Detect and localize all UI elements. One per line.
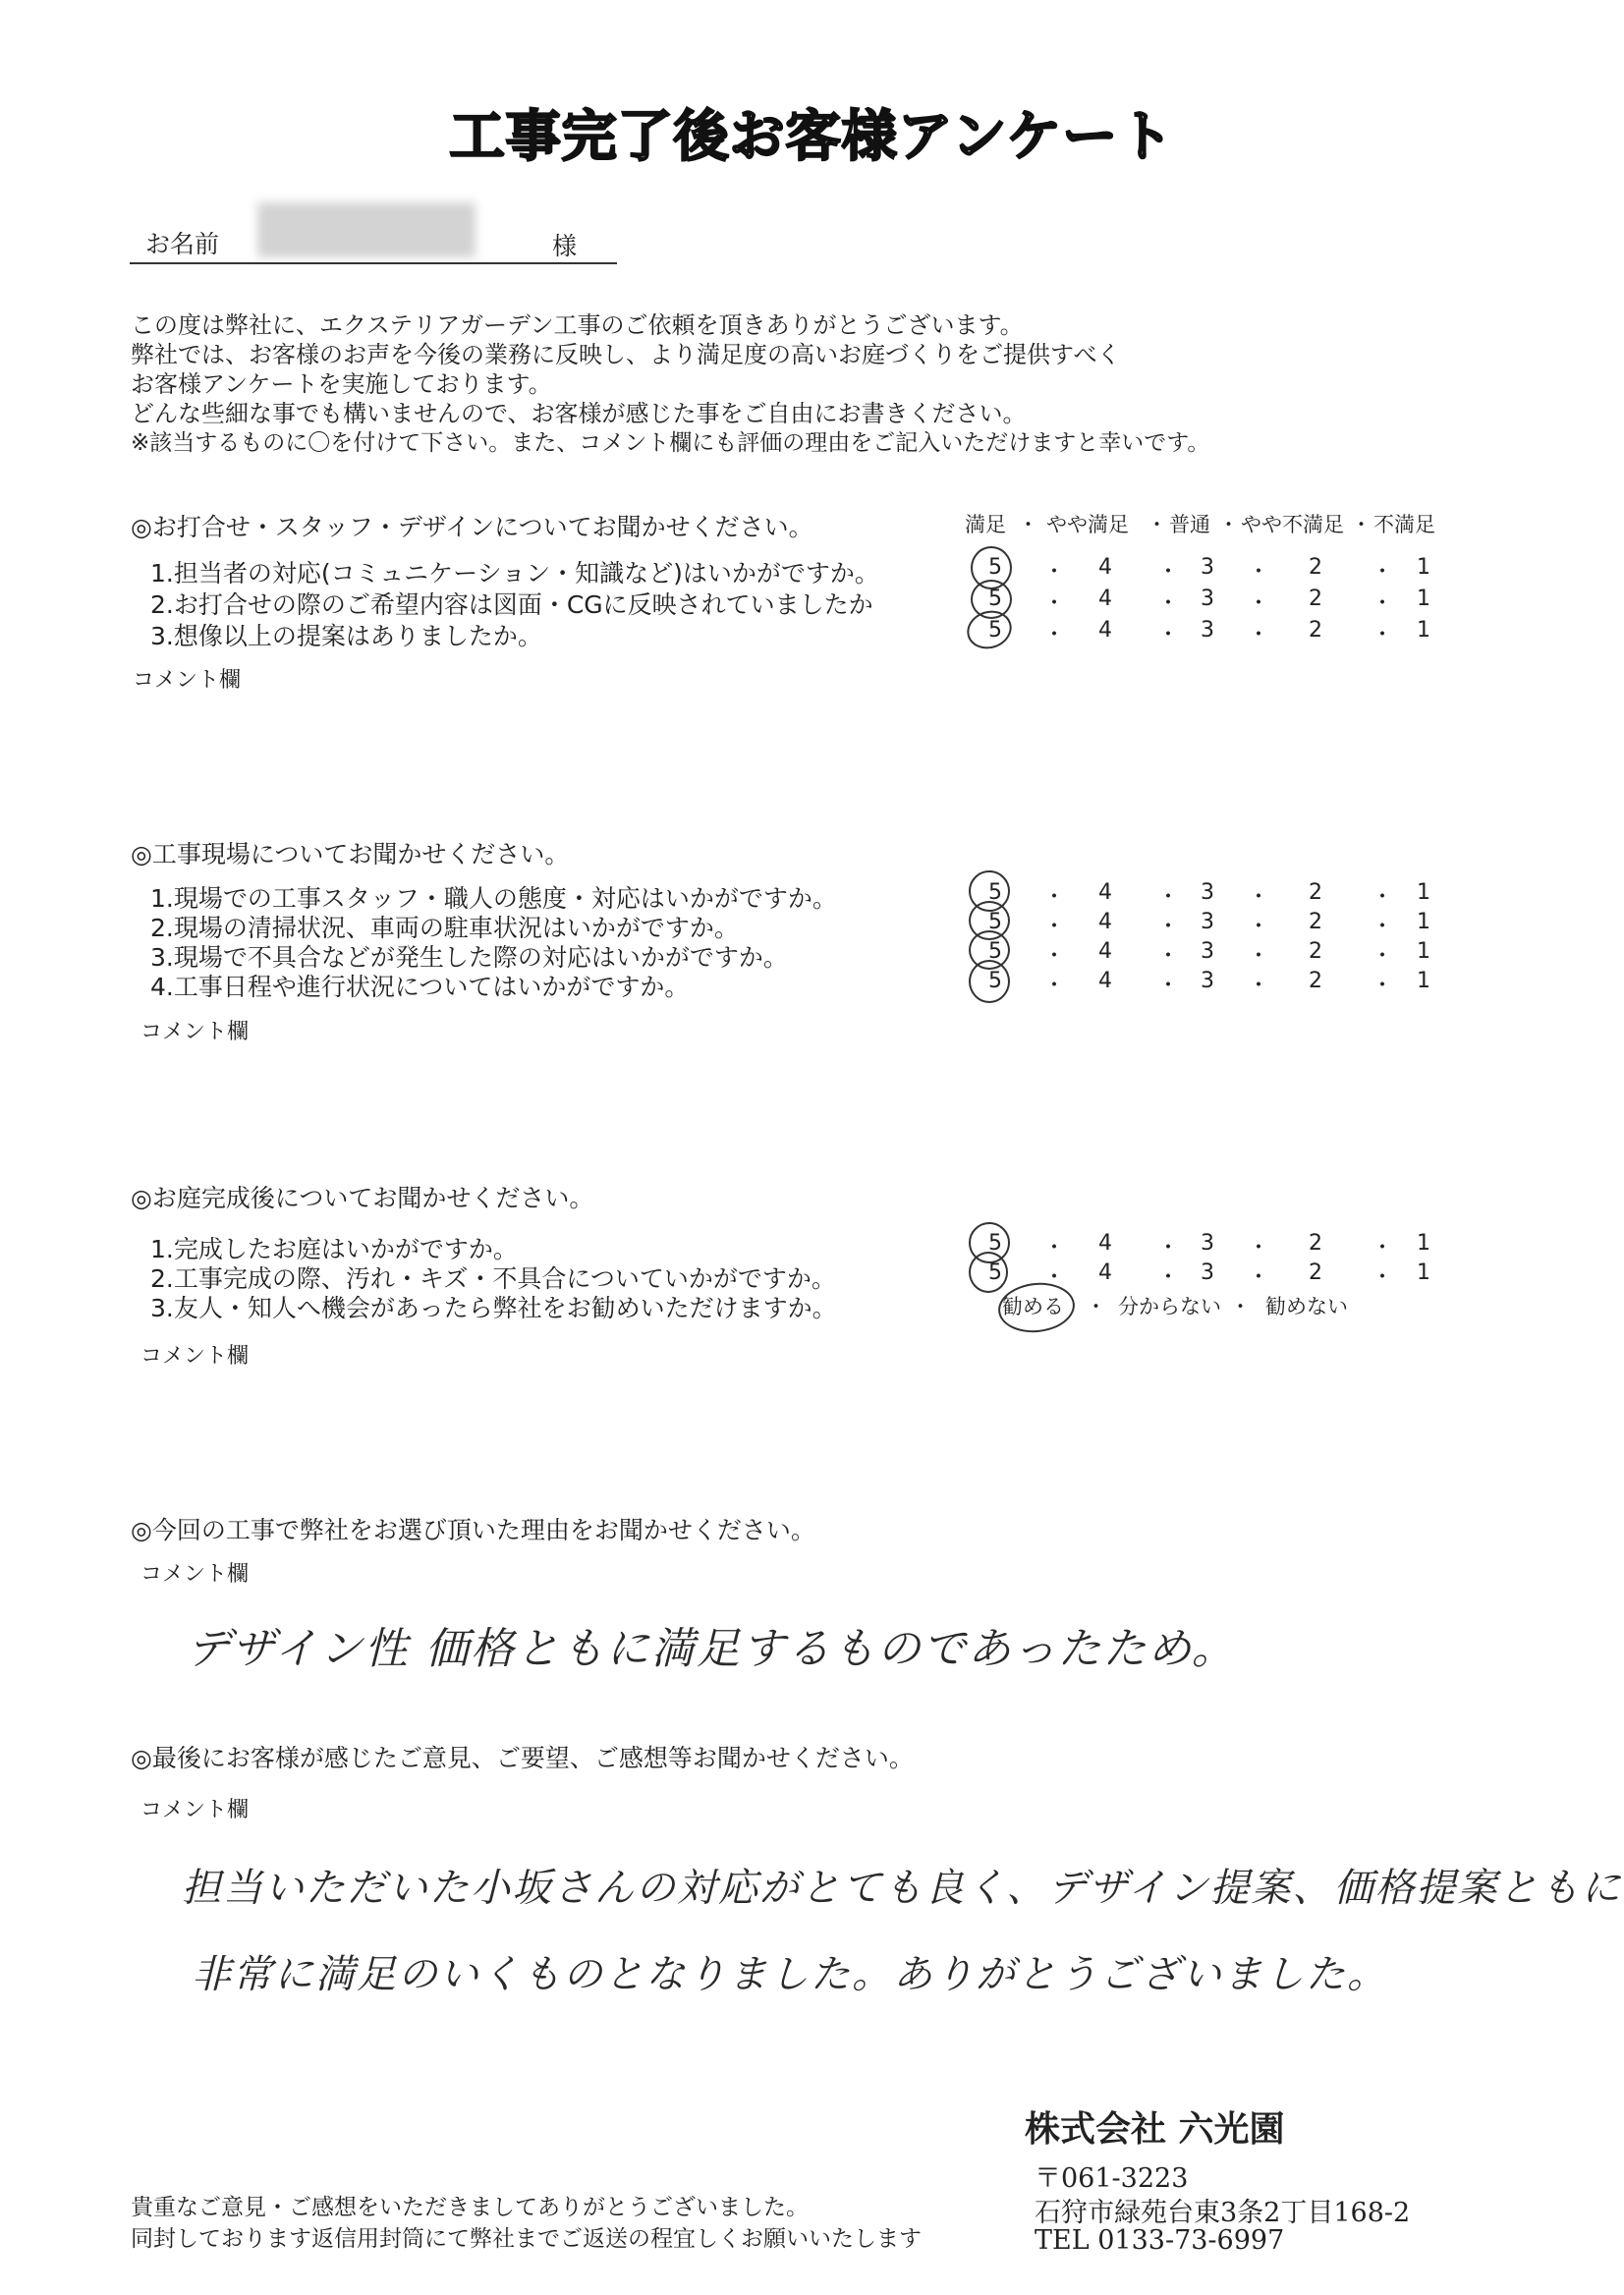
rating-4[interactable]: 4 [1098, 555, 1112, 580]
rating-1[interactable]: 1 [1417, 880, 1430, 905]
rating-sep: ・ [1372, 1236, 1394, 1260]
rating-sep: ・ [1248, 915, 1270, 939]
rating-sep: ・ [1248, 974, 1270, 998]
rating-sep: ・ [1248, 560, 1270, 585]
handwritten-reason: デザイン性 価格ともに満足するものであったため。 [187, 1624, 1237, 1674]
s1-question-3: 3.想像以上の提案はありましたか。 [150, 622, 542, 650]
rating-3[interactable]: 3 [1201, 880, 1214, 905]
rating-1[interactable]: 1 [1417, 587, 1430, 611]
rating-5[interactable]: 5 [988, 939, 1002, 964]
rating-2[interactable]: 2 [1309, 587, 1322, 611]
scale-sep: ・ [1351, 513, 1372, 536]
rating-2[interactable]: 2 [1309, 1231, 1322, 1256]
rating-2[interactable]: 2 [1309, 910, 1322, 934]
rating-5[interactable]: 5 [988, 618, 1002, 643]
recommend-sep: ・ [1230, 1295, 1251, 1318]
name-suffix: 様 [552, 232, 578, 260]
scale-sep: ・ [1218, 513, 1239, 536]
rating-4[interactable]: 4 [1098, 939, 1112, 964]
recommend-unknown[interactable]: 分からない [1118, 1295, 1221, 1318]
rating-sep: ・ [1157, 591, 1180, 616]
s2-question-4: 4.工事日程や進行状況についてはいかがですか。 [150, 973, 690, 1001]
rating-sep: ・ [1157, 944, 1180, 969]
section2-heading: ◎工事現場についてお聞かせください。 [131, 840, 570, 868]
comment-label: コメント欄 [140, 1798, 250, 1822]
scale-neutral: 普通 [1169, 513, 1210, 536]
rating-sep: ・ [1372, 885, 1394, 910]
telephone: TEL 0133-73-6997 [1035, 2225, 1285, 2256]
scale-somewhat-dissatisfied: やや不満足 [1241, 513, 1344, 536]
section1-heading: ◎お打合せ・スタッフ・デザインについてお聞かせください。 [131, 513, 813, 541]
s3-question-3: 3.友人・知人へ機会があったら弊社をお勧めいただけますか。 [150, 1294, 837, 1322]
rating-3[interactable]: 3 [1201, 1260, 1214, 1285]
rating-sep: ・ [1043, 885, 1066, 910]
rating-4[interactable]: 4 [1098, 910, 1112, 934]
scale-sep: ・ [1018, 513, 1038, 536]
rating-sep: ・ [1372, 915, 1394, 939]
comment-label: コメント欄 [140, 1020, 250, 1044]
rating-sep: ・ [1043, 591, 1066, 616]
s3-question-1: 1.完成したお庭はいかがですか。 [150, 1235, 518, 1263]
rating-1[interactable]: 1 [1417, 1231, 1430, 1256]
rating-5[interactable]: 5 [988, 969, 1002, 993]
rating-5[interactable]: 5 [988, 910, 1002, 934]
rating-sep: ・ [1043, 974, 1066, 998]
rating-sep: ・ [1372, 1265, 1394, 1290]
rating-2[interactable]: 2 [1309, 1260, 1322, 1285]
s1-question-2: 2.お打合せの際のご希望内容は図面・CGに反映されていましたか [150, 590, 873, 619]
rating-4[interactable]: 4 [1098, 969, 1112, 993]
thanks-line-1: 貴重なご意見・ご感想をいただきましてありがとうございました。 [131, 2195, 809, 2220]
rating-sep: ・ [1043, 560, 1066, 585]
rating-sep: ・ [1372, 591, 1394, 616]
rating-2[interactable]: 2 [1309, 555, 1322, 580]
comment-label: コメント欄 [140, 1562, 250, 1587]
intro-line-2: 弊社では、お客様のお声を今後の業務に反映し、より満足度の高いお庭づくりをご提供すべく [131, 341, 1121, 368]
rating-sep: ・ [1043, 623, 1066, 647]
rating-sep: ・ [1043, 915, 1066, 939]
rating-3[interactable]: 3 [1201, 910, 1214, 934]
rating-sep: ・ [1157, 915, 1180, 939]
s2-question-2: 2.現場の清掃状況、車両の駐車状況はいかがですか。 [150, 914, 739, 942]
recommend-sep: ・ [1086, 1295, 1106, 1318]
recommend-yes[interactable]: 勧める [1002, 1295, 1064, 1318]
intro-line-3: お客様アンケートを実施しております。 [131, 370, 552, 398]
section4-heading: ◎今回の工事で弊社をお選び頂いた理由をお聞かせください。 [131, 1516, 815, 1544]
rating-1[interactable]: 1 [1417, 910, 1430, 934]
rating-sep: ・ [1157, 885, 1180, 910]
rating-5[interactable]: 5 [988, 555, 1002, 580]
rating-4[interactable]: 4 [1098, 1231, 1112, 1256]
rating-3[interactable]: 3 [1201, 587, 1214, 611]
rating-2[interactable]: 2 [1309, 880, 1322, 905]
scale-dissatisfied: 不満足 [1373, 513, 1435, 536]
s2-question-3: 3.現場で不具合などが発生した際の対応はいかがですか。 [150, 943, 788, 972]
rating-3[interactable]: 3 [1201, 939, 1214, 964]
rating-sep: ・ [1248, 1236, 1270, 1260]
rating-1[interactable]: 1 [1417, 969, 1430, 993]
rating-2[interactable]: 2 [1309, 618, 1322, 643]
rating-1[interactable]: 1 [1417, 618, 1430, 643]
rating-5[interactable]: 5 [988, 880, 1002, 905]
rating-sep: ・ [1043, 1265, 1066, 1290]
rating-5[interactable]: 5 [988, 1231, 1002, 1256]
scale-satisfied: 満足 [965, 513, 1006, 536]
rating-sep: ・ [1157, 623, 1180, 647]
page-title: 工事完了後お客様アンケート [449, 105, 1175, 169]
section5-heading: ◎最後にお客様が感じたご意見、ご要望、ご感想等お聞かせください。 [131, 1744, 914, 1772]
rating-sep: ・ [1157, 1265, 1180, 1290]
name-label: お名前 [145, 230, 220, 258]
intro-line-4: どんな些細な事でも構いませんので、お客様が感じた事をご自由にお書きください。 [131, 400, 1027, 427]
rating-4[interactable]: 4 [1098, 1260, 1112, 1285]
recommend-no[interactable]: 勧めない [1265, 1295, 1348, 1318]
rating-3[interactable]: 3 [1201, 1231, 1214, 1256]
rating-sep: ・ [1372, 560, 1394, 585]
rating-sep: ・ [1248, 885, 1270, 910]
rating-sep: ・ [1043, 944, 1066, 969]
rating-3[interactable]: 3 [1201, 555, 1214, 580]
rating-4[interactable]: 4 [1098, 880, 1112, 905]
rating-sep: ・ [1248, 1265, 1270, 1290]
rating-sep: ・ [1372, 974, 1394, 998]
redacted-name [257, 202, 476, 257]
rating-sep: ・ [1248, 944, 1270, 969]
rating-5[interactable]: 5 [988, 1260, 1002, 1285]
address: 石狩市緑苑台東3条2丁目168-2 [1035, 2198, 1411, 2228]
rating-1[interactable]: 1 [1417, 939, 1430, 964]
rating-sep: ・ [1248, 623, 1270, 647]
handwritten-comment-line-2: 非常に満足のいくものとなりました。ありがとうございました。 [192, 1952, 1388, 1997]
rating-sep: ・ [1043, 1236, 1066, 1260]
s1-question-1: 1.担当者の対応(コミュニケーション・知識など)はいかがですか。 [150, 559, 879, 588]
rating-sep: ・ [1157, 560, 1180, 585]
s2-question-1: 1.現場での工事スタッフ・職人の態度・対応はいかがですか。 [150, 884, 837, 913]
intro-line-5: ※該当するものに〇を付けて下さい。また、コメント欄にも評価の理由をご記入いただけますと幸いです。 [131, 430, 1210, 456]
rating-sep: ・ [1157, 974, 1180, 998]
company-name: 株式会社 六光園 [1025, 2109, 1285, 2150]
rating-4[interactable]: 4 [1098, 587, 1112, 611]
comment-label: コメント欄 [140, 1344, 250, 1369]
rating-2[interactable]: 2 [1309, 939, 1322, 964]
intro-line-1: この度は弊社に、エクステリアガーデン工事のご依頼を頂きありがとうございます。 [131, 311, 1024, 339]
rating-3[interactable]: 3 [1201, 618, 1214, 643]
rating-sep: ・ [1372, 944, 1394, 969]
rating-1[interactable]: 1 [1417, 1260, 1430, 1285]
postal-code: 〒061-3223 [1035, 2163, 1189, 2194]
rating-sep: ・ [1372, 623, 1394, 647]
section3-heading: ◎お庭完成後についてお聞かせください。 [131, 1184, 594, 1212]
rating-sep: ・ [1248, 591, 1270, 616]
rating-4[interactable]: 4 [1098, 618, 1112, 643]
rating-1[interactable]: 1 [1417, 555, 1430, 580]
comment-label: コメント欄 [133, 668, 242, 693]
rating-5[interactable]: 5 [988, 587, 1002, 611]
name-underline [130, 262, 617, 264]
scale-sep: ・ [1147, 513, 1167, 536]
thanks-line-2: 同封しております返信用封筒にて弊社までご返送の程宜しくお願いいたします [131, 2226, 922, 2252]
scale-somewhat-satisfied: やや満足 [1046, 513, 1129, 536]
rating-3[interactable]: 3 [1201, 969, 1214, 993]
rating-2[interactable]: 2 [1309, 969, 1322, 993]
selected-circle [962, 605, 1016, 654]
selected-circle [969, 960, 1010, 1003]
s3-question-2: 2.工事完成の際、汚れ・キズ・不具合についていかがですか。 [150, 1264, 836, 1293]
handwritten-comment-line-1: 担当いただいた小坂さんの対応がとても良く、デザイン提案、価格提案ともに [182, 1866, 1623, 1911]
rating-sep: ・ [1157, 1236, 1180, 1260]
selected-circle [969, 1252, 1008, 1293]
